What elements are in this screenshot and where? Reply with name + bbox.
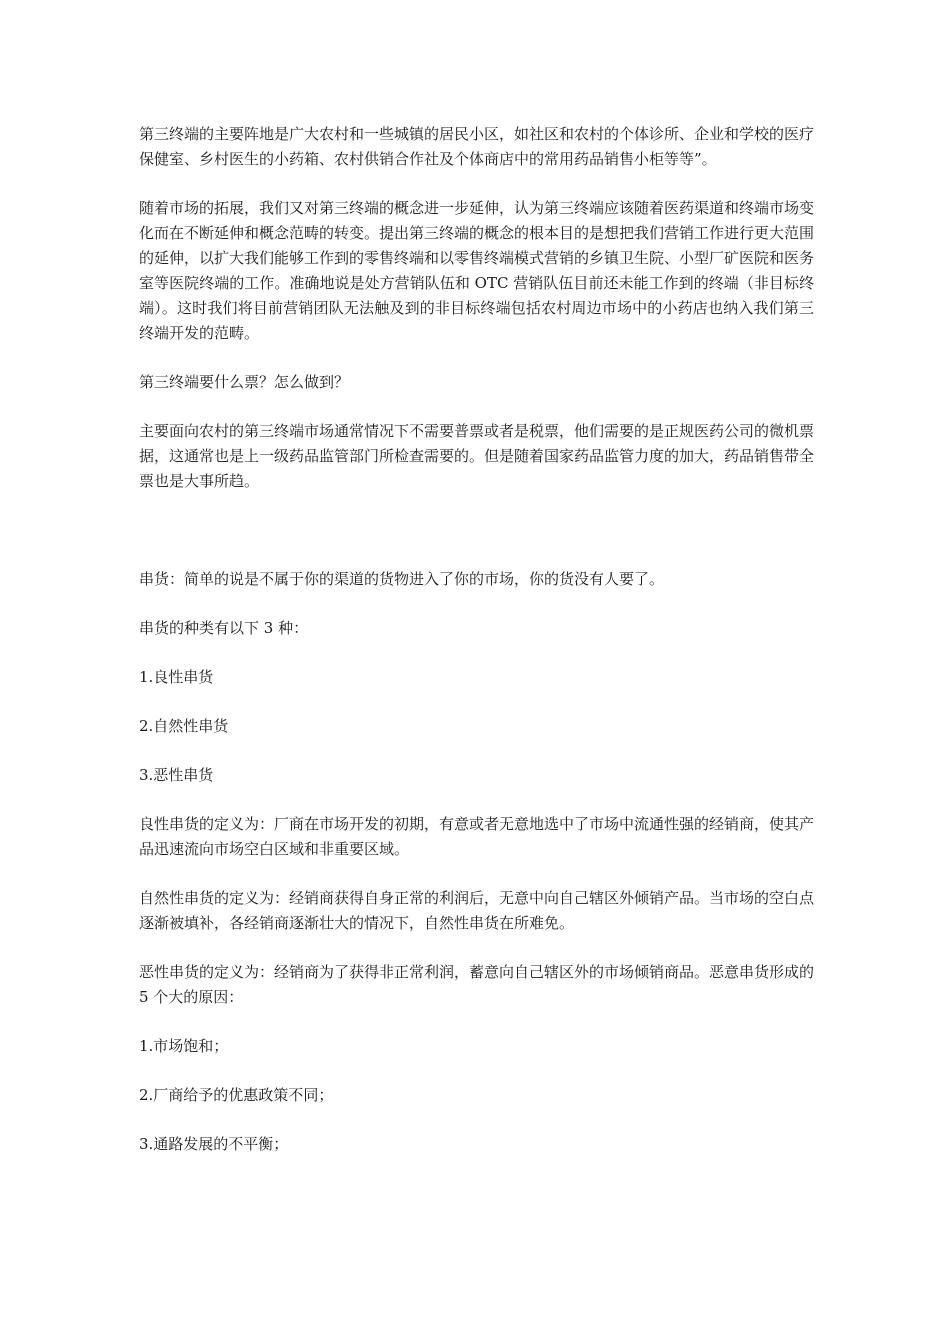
list-item-reason-2: 2.厂商给予的优惠政策不同；	[139, 1086, 334, 1104]
document-body	[139, 122, 814, 1157]
paragraph-third-terminal-extension: 随着市场的拓展，我们又对第三终端的概念进一步延伸，认为第三终端应该随着医药渠道和终端市场变化而在不断延伸和概念范畴的转变。提出第三终端的概念的根本目的是想把我们营销工作进行更大范围的延伸，以扩大我们能够工作到的零售终端和以零售终端模式营销的乡镇卫生院、小型厂矿医院和医务室等医院终端的工作。准确地说是处方营销队伍和 OTC 营销队伍目前还未能工作到的终端（非目标终端）。这时我们将目前营销团队无法触及到的非目标终端包括农村周边市场中的小药店也纳入我们第三终端开发的范畴。	[139, 199, 815, 342]
paragraph-benign-definition: 良性串货的定义为：厂商在市场开发的初期，有意或者无意地选中了市场中流通性强的经销商，使其产品迅速流向市场空白区域和非重要区域。	[139, 815, 815, 858]
paragraph-cross-selling-definition: 串货：简单的说是不属于你的渠道的货物进入了你的市场，你的货没有人要了。	[139, 570, 665, 588]
list-item-reason-1: 1.市场饱和；	[139, 1037, 229, 1055]
list-item-reason-3: 3.通路发展的不平衡；	[139, 1135, 289, 1153]
list-item-natural: 2.自然性串货	[139, 717, 229, 735]
paragraph-malicious-definition: 恶性串货的定义为：经销商为了获得非正常利润，蓄意向自己辖区外的市场倾销商品。恶意串货形成的 5 个大的原因：	[139, 963, 815, 1006]
list-item-malicious: 3.恶性串货	[139, 766, 214, 784]
paragraph-invoice-question: 第三终端要什么票？怎么做到？	[139, 373, 350, 391]
paragraph-cross-selling-types: 串货的种类有以下 3 种：	[139, 619, 309, 637]
paragraph-invoice-answer: 主要面向农村的第三终端市场通常情况下不需要普票或者是税票，他们需要的是正规医药公司的微机票据，这通常也是上一级药品监管部门所检查需要的。但是随着国家药品监管力度的加大，药品销售带全票也是大事所趋。	[139, 422, 815, 490]
paragraph-natural-definition: 自然性串货的定义为：经销商获得自身正常的利润后，无意中向自己辖区外倾销产品。当市场的空白点逐渐被填补，各经销商逐渐壮大的情况下，自然性串货在所难免。	[139, 889, 815, 932]
list-item-benign: 1.良性串货	[139, 668, 214, 686]
paragraph-third-terminal-definition: 第三终端的主要阵地是广大农村和一些城镇的居民小区，如社区和农村的个体诊所、企业和学校的医疗保健室、乡村医生的小药箱、农村供销合作社及个体商店中的常用药品销售小柜等等”。	[139, 125, 815, 168]
